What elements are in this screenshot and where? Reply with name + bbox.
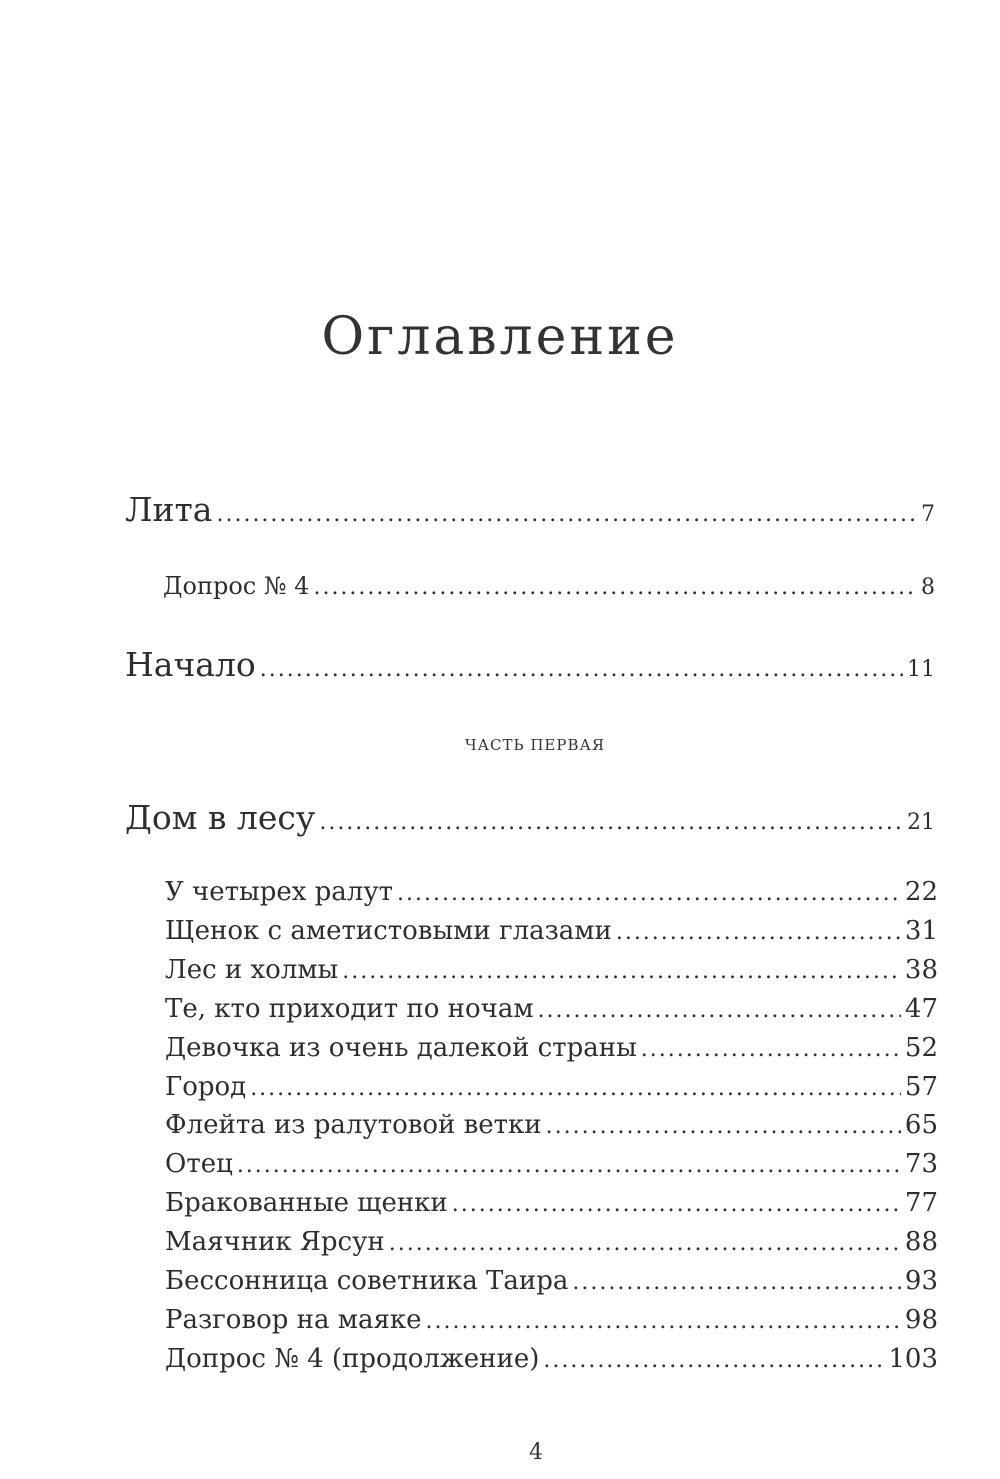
toc-entry-page: 57 [904, 1071, 938, 1102]
toc-entry-page: 73 [904, 1149, 938, 1180]
toc-entry-page: 11 [907, 657, 935, 682]
dot-leader [319, 810, 903, 835]
toc-section-entry [165, 1227, 938, 1257]
toc-entry-page: 7 [921, 502, 935, 527]
toc-entry-label: Щенок с аметистовыми глазами [165, 915, 612, 946]
dot-leader [543, 1348, 884, 1373]
toc-entry-label: Маячник Ярсун [165, 1227, 385, 1258]
dot-leader [237, 1153, 901, 1178]
dot-leader [452, 1192, 901, 1217]
dot-leader [616, 920, 901, 945]
toc-section-entry [165, 1149, 938, 1179]
page-number: 4 [529, 1440, 543, 1465]
dot-leader [546, 1114, 901, 1139]
toc-entry-label: Те, кто приходит по ночам [165, 993, 534, 1024]
toc-entry-label: Допрос № 4 (продолжение) [165, 1343, 540, 1374]
toc-entry-page: 88 [904, 1227, 938, 1258]
toc-entry-page: 38 [904, 954, 938, 985]
toc-entry-label: Начало [125, 645, 256, 684]
toc-entry-label: Девочка из очень далекой страны [165, 1032, 637, 1063]
dot-leader [572, 1270, 901, 1295]
dot-leader [426, 1309, 901, 1334]
toc-section-entry [165, 1344, 938, 1374]
toc-entry-label: Лес и холмы [165, 954, 339, 985]
toc-entry-page: 93 [904, 1266, 938, 1296]
dot-leader [397, 881, 901, 906]
toc-entry-label: Допрос № 4 [163, 572, 310, 600]
toc-section-entry [165, 1033, 938, 1063]
dot-leader [260, 657, 903, 682]
dot-leader [216, 502, 917, 527]
toc-entry-page: 8 [921, 575, 935, 600]
toc-entry-page: 21 [907, 810, 935, 835]
toc-entry-label: Отец [165, 1149, 233, 1180]
toc-entry-nachalo [125, 645, 935, 684]
toc-entry-label: Город [165, 1071, 247, 1102]
toc-section-entry [165, 877, 938, 907]
toc-chapter-dom-v-lesu [125, 798, 935, 837]
toc-entry-lita [125, 490, 935, 529]
toc-entry-page: 103 [888, 1343, 938, 1374]
toc-entry-label: Разговор на маяке [165, 1304, 422, 1335]
toc-section-entry [165, 1305, 938, 1335]
dot-leader [313, 575, 917, 600]
toc-entry-label: Флейта из ралутовой ветки [165, 1110, 542, 1141]
toc-entry-page: 65 [904, 1110, 938, 1141]
toc-entry-page: 31 [904, 915, 938, 946]
toc-section-entry [165, 1188, 938, 1218]
toc-entry-page: 77 [904, 1188, 938, 1219]
dot-leader [389, 1231, 901, 1256]
toc-entry-label: Бракованные щенки [165, 1188, 448, 1219]
toc-entry-label: Бессонница советника Таира [165, 1266, 569, 1296]
toc-section-entry [165, 955, 938, 985]
toc-entry-label: Лита [125, 490, 213, 529]
toc-entry-page: 22 [904, 877, 938, 907]
toc-section-entry [165, 994, 938, 1024]
toc-entry-label: У четырех ралут [165, 877, 394, 907]
toc-entry-label: Дом в лесу [125, 798, 316, 837]
part-heading: ЧАСТЬ ПЕРВАЯ [465, 736, 605, 754]
toc-section-entry [165, 916, 938, 946]
toc-section-entry [165, 1072, 938, 1102]
dot-leader [250, 1076, 901, 1101]
toc-section-entry [165, 1266, 938, 1296]
dot-leader [538, 998, 901, 1023]
toc-entry-dopros [163, 572, 935, 600]
toc-entry-page: 52 [904, 1032, 938, 1063]
toc-section-entry [165, 1110, 938, 1140]
toc-entry-page: 98 [904, 1304, 938, 1335]
toc-entry-page: 47 [904, 993, 938, 1024]
page-title: Оглавление [321, 306, 679, 367]
dot-leader [641, 1037, 901, 1062]
dot-leader [342, 959, 901, 984]
